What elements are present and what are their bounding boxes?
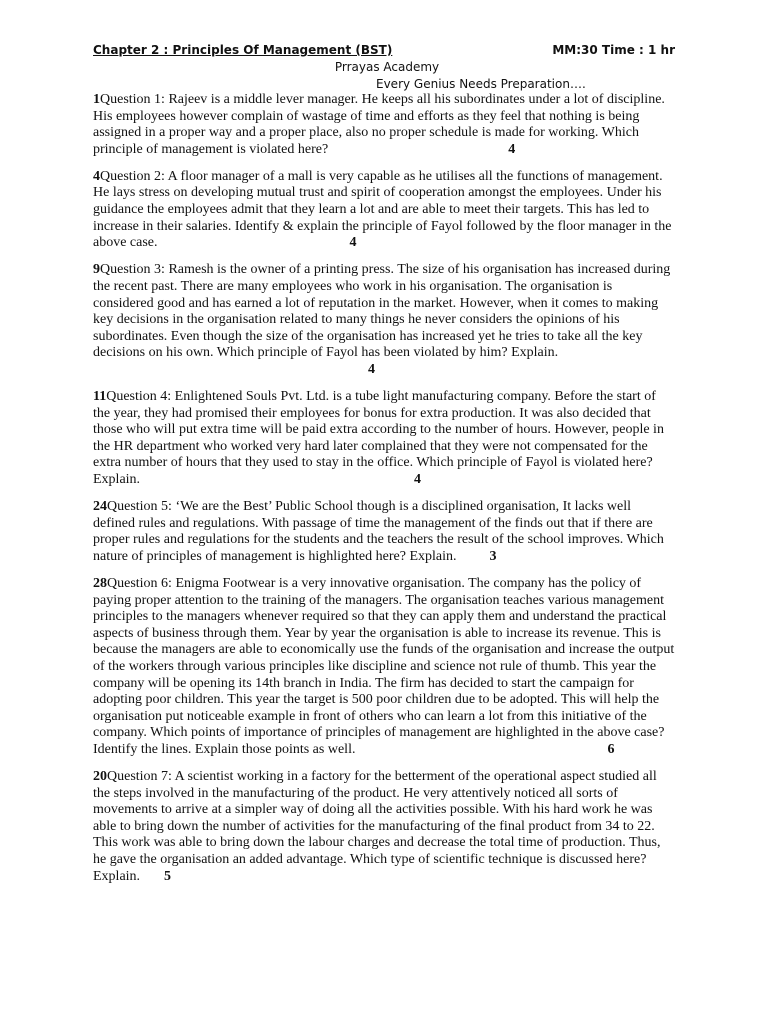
question-3 xyxy=(93,262,675,378)
question-text: Question 4: Enlightened Souls Pvt. Ltd. is a tube light manufacturing company. Before the start of the year, they had promised their employees for bonus for extra production. It was also decided that those who will put extra time will be paid extra according to the number of hours. However, people in the HR department who worked very hard later complained that they were not compensated for the extra number of hours that they used to stay in the office. Which principle of Fayol is violated here? Explain. xyxy=(93,389,664,487)
question-4 xyxy=(93,389,675,489)
academy-name: Prrayas Academy xyxy=(334,60,440,74)
question-number: 11 xyxy=(93,389,107,404)
question-7 xyxy=(93,769,675,885)
question-number: 24 xyxy=(93,499,107,515)
question-text: Question 2: A floor manager of a mall is very capable as he utilises all the functions of management. He lays stress on developing mutual trust and spirit of cooperation amongst the employees. Under his guidance the employees admit that they learn a lot and are able to meet their targets. This has led to increase in their salaries. Identify & explain the principle of Fayol followed by the floor manager in the above case. xyxy=(93,168,672,251)
question-marks: 4 xyxy=(368,361,375,377)
question-6 xyxy=(93,576,675,759)
question-1 xyxy=(93,92,675,158)
question-text: Question 7: A scientist working in a factory for the betterment of the operational aspect studied all the steps involved in the manufacturing of the product. He very attentively noticed all sorts of movements to arrive at a simpler way of doing all the activities possible. With his hard work he was able to bring down the number of activities for the manufacturing of the final product from 34 to 22. This work was able to bring down the labour charges and decrease the total time of production. Thus, he gave the organisation an added advantage. Which type of scientific technique is discussed here? Explain. xyxy=(93,768,661,884)
question-marks: 4 xyxy=(508,141,516,157)
marks-and-time: MM:30 Time : 1 hr xyxy=(552,43,675,57)
question-number: 28 xyxy=(93,575,107,591)
question-2 xyxy=(93,169,675,252)
question-marks: 6 xyxy=(607,741,615,757)
question-text: Question 6: Enigma Footwear is a very innovative organisation. The company has the policy of paying proper attention to the training of the managers. The organisation teaches various management principles to the managers whenever required so that they can apply them and understand the practical aspects of business through them. Year by year the organisation is able to increase its revenue. This is because the managers are able to economically use the funds of the organisation and increase the output of the workers through various principles like discipline and science not rule of thumb. This year the company will be opening its 14th branch in India. The firm has decided to start the campaign for adopting poor children. This year the target is 500 poor children due to be adopted. This will help the organisation put noticeable example in front of others who can learn a lot from this initiative of the company. Which points of importance of principles of management are highlighted in the above case? Identify the lines. Explain those points as well. xyxy=(93,575,675,757)
question-marks: 4 xyxy=(414,471,422,487)
tagline: Every Genius Needs Preparation…. xyxy=(376,77,586,91)
document-header xyxy=(93,42,675,93)
question-number: 20 xyxy=(93,768,107,784)
question-5 xyxy=(93,499,675,565)
question-text: Question 1: Rajeev is a middle lever manager. He keeps all his subordinates under a lot of discipline. His employees however complain of wastage of time and efforts as they feel that nothing is being assigned in a proper way and a proper place, also no proper schedule is made for working. Which principle of management is violated here? xyxy=(93,92,665,157)
question-number: 4 xyxy=(93,168,100,184)
question-marks: 4 xyxy=(349,235,357,251)
question-number: 9 xyxy=(93,262,100,278)
question-marks: 5 xyxy=(164,868,172,884)
chapter-title: Chapter 2 : Principles Of Management (BST) xyxy=(93,43,393,57)
question-number: 1 xyxy=(93,92,100,107)
question-text: Question 5: ‘We are the Best’ Public School though is a disciplined organisation, It lacks well defined rules and regulations. With passage of time the management of the finds out that if there are proper rules and regulations for the students and the teachers the result of the school improves. Which nature of principles of management is highlighted here? Explain. xyxy=(93,499,664,564)
question-list xyxy=(93,92,675,896)
question-marks: 3 xyxy=(489,548,497,564)
question-text: Question 3: Ramesh is the owner of a printing press. The size of his organisation has increased during the recent past. There are many employees who work in his organisation. The organisation is considered good and has earned a lot of reputation in the market. However, when it comes to making key decisions in the organisation related to many things he never considers the opinions of his subordinates. Even though the size of the organisation has increased yet he tries to take all the key decisions on his own. Which principle of Fayol has been violated by him? Explain. xyxy=(93,262,671,361)
